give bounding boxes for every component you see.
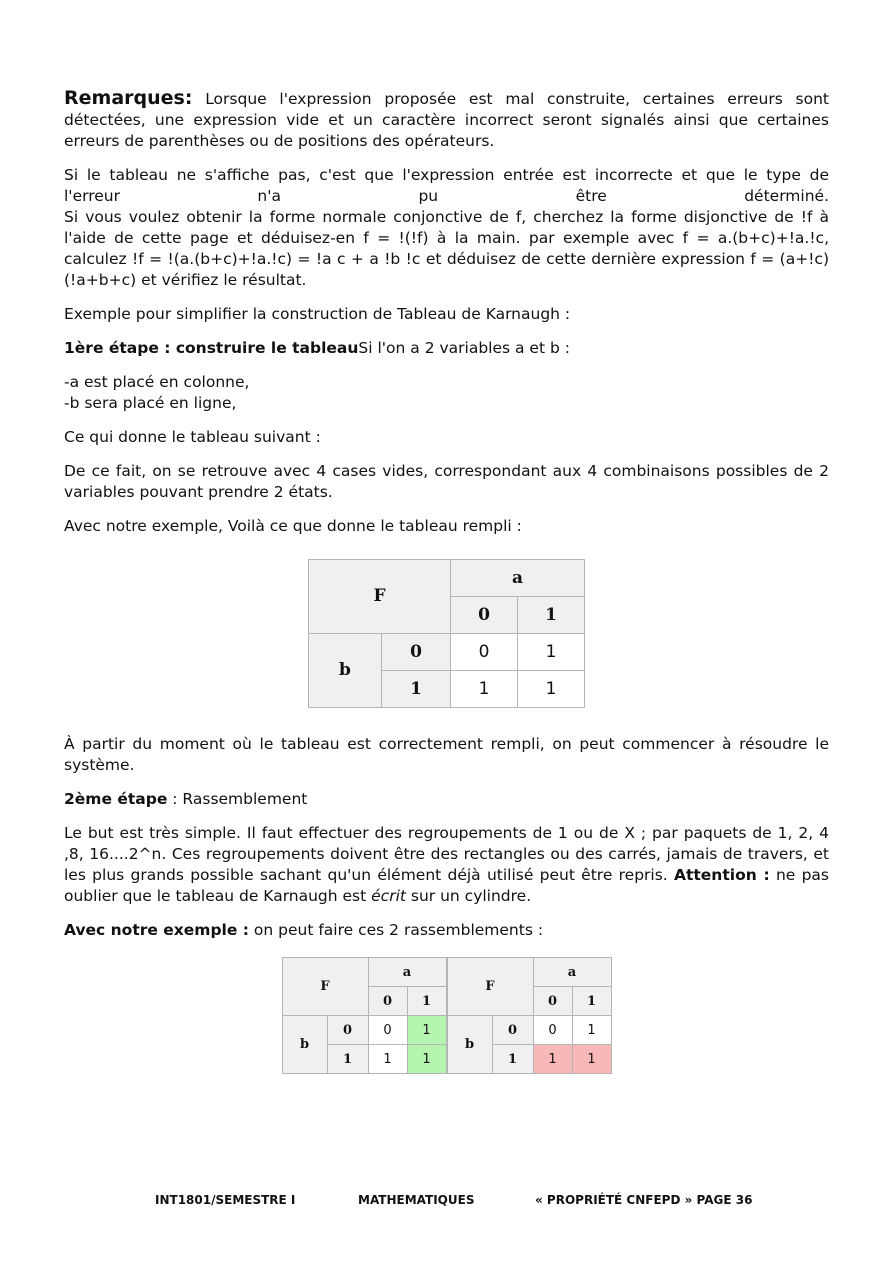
etape2-title: 2ème étape <box>64 790 168 808</box>
table-col-var: a <box>451 560 585 597</box>
but-text-2: ne pas oublier que le tableau de Karnaugh est <box>64 866 829 905</box>
table-cell: 1 <box>572 1016 611 1045</box>
row-header-1: 1 <box>382 671 451 708</box>
but-paragraph <box>64 823 829 907</box>
avec-exemple-text: on peut faire ces 2 rassemblements : <box>248 921 544 939</box>
table-cell-grouped: 1 <box>572 1045 611 1074</box>
karnaugh-table-group-red <box>447 957 612 1074</box>
etape2-paragraph <box>64 789 829 810</box>
table-row-var: b <box>309 634 382 708</box>
row-header-0: 0 <box>382 634 451 671</box>
table-f-label: F <box>282 958 368 1016</box>
remarques-paragraph <box>64 88 829 152</box>
row-header-1: 1 <box>492 1045 533 1074</box>
remarques-title: Remarques: <box>64 87 193 109</box>
footer-page: « PROPRIÉTÉ CNFEPD » PAGE 36 <box>535 1193 753 1207</box>
page-content <box>64 88 829 1074</box>
variable-b: -b sera placé en ligne, <box>64 394 237 412</box>
col-header-0: 0 <box>451 597 518 634</box>
table-cell: 1 <box>368 1045 407 1074</box>
forme-paragraph <box>64 207 829 291</box>
table-cell-grouped: 1 <box>533 1045 572 1074</box>
col-header-1: 1 <box>518 597 585 634</box>
attention-label: Attention : <box>673 866 770 884</box>
etape1-title: 1ère étape : construire le tableau <box>64 339 359 357</box>
table-col-var: a <box>533 958 611 987</box>
etape2-text: : Rassemblement <box>167 790 308 808</box>
tableau-text-1: Si le tableau ne s'affiche pas, c'est que l'expression entrée est incorrecte et que le type de l'erreur n'a pu être déterminé. <box>64 166 829 205</box>
karnaugh-table-wrapper <box>64 559 829 708</box>
etape1-text: Si l'on a 2 variables a et b : <box>358 339 570 357</box>
rempli-paragraph: Avec notre exemple, Voilà ce que donne le tableau rempli : <box>64 517 522 535</box>
tableau-suivant-paragraph: Ce qui donne le tableau suivant : <box>64 428 321 446</box>
footer-course: INT1801/SEMESTRE I <box>155 1193 296 1207</box>
table-col-var: a <box>368 958 446 987</box>
but-text: Le but est très simple. Il faut effectuer des regroupements de 1 ou de X ; par paquets de 1, 2, 4 ,8, 16....2^n. Ces regroupements doivent être des rectangles ou des carrés, jamais de travers, et les plus grands possible sachant qu'un élément déjà utilisé peut être repris. <box>64 824 829 884</box>
table-cell: 0 <box>451 634 518 671</box>
table-row-var: b <box>282 1016 327 1074</box>
col-header-1: 1 <box>407 987 446 1016</box>
table-cell-grouped: 1 <box>407 1045 446 1074</box>
variables-paragraph <box>64 372 829 414</box>
avec-exemple-paragraph <box>64 920 829 941</box>
col-header-1: 1 <box>572 987 611 1016</box>
col-header-0: 0 <box>533 987 572 1016</box>
table-f-label: F <box>309 560 451 634</box>
table-cell: 1 <box>518 671 585 708</box>
table-cell: 1 <box>518 634 585 671</box>
table-cell: 0 <box>533 1016 572 1045</box>
karnaugh-table-group-green <box>282 957 447 1074</box>
karnaugh-table <box>308 559 585 708</box>
row-header-0: 0 <box>492 1016 533 1045</box>
row-header-1: 1 <box>327 1045 368 1074</box>
table-cell: 1 <box>451 671 518 708</box>
col-header-0: 0 <box>368 987 407 1016</box>
tableau-paragraph <box>64 165 829 207</box>
tableau-text-2: Si vous voulez obtenir la forme normale conjonctive de f, cherchez la forme disjonctive de !f à l'aide de cette page et déduisez-en f = !(!f) à la main. par exemple avec f = a.(b+c)+!a.!c, calculez !f = !(a.(b+c)+!a.!c) = !a c + a !b !c et déduisez de cette dernière expression f = (a+!c)(!a+b+c) et vérifiez le résultat. <box>64 208 829 289</box>
etape1-paragraph <box>64 338 829 359</box>
table-row-var: b <box>447 1016 492 1074</box>
exemple-paragraph: Exemple pour simplifier la construction de Tableau de Karnaugh : <box>64 305 571 323</box>
table-cell: 0 <box>368 1016 407 1045</box>
variable-a: -a est placé en colonne, <box>64 373 250 391</box>
table-f-label: F <box>447 958 533 1016</box>
ecrit-word: écrit <box>371 887 406 905</box>
row-header-0: 0 <box>327 1016 368 1045</box>
table-cell-grouped: 1 <box>407 1016 446 1045</box>
avec-exemple-title: Avec notre exemple : <box>64 921 249 939</box>
grouping-tables <box>64 957 829 1074</box>
resoudre-paragraph: À partir du moment où le tableau est correctement rempli, on peut commencer à résoudre le système. <box>64 735 829 774</box>
cases-paragraph: De ce fait, on se retrouve avec 4 cases vides, correspondant aux 4 combinaisons possibles de 2 variables pouvant prendre 2 états. <box>64 462 829 501</box>
but-text-3: sur un cylindre. <box>405 887 532 905</box>
footer-subject: MATHEMATIQUES <box>358 1193 475 1207</box>
remarques-text: Lorsque l'expression proposée est mal construite, certaines erreurs sont détectées, une expression vide et un caractère incorrect seront signalés ainsi que certaines erreurs de parenthèses ou de positions des opérateurs. <box>64 90 829 150</box>
